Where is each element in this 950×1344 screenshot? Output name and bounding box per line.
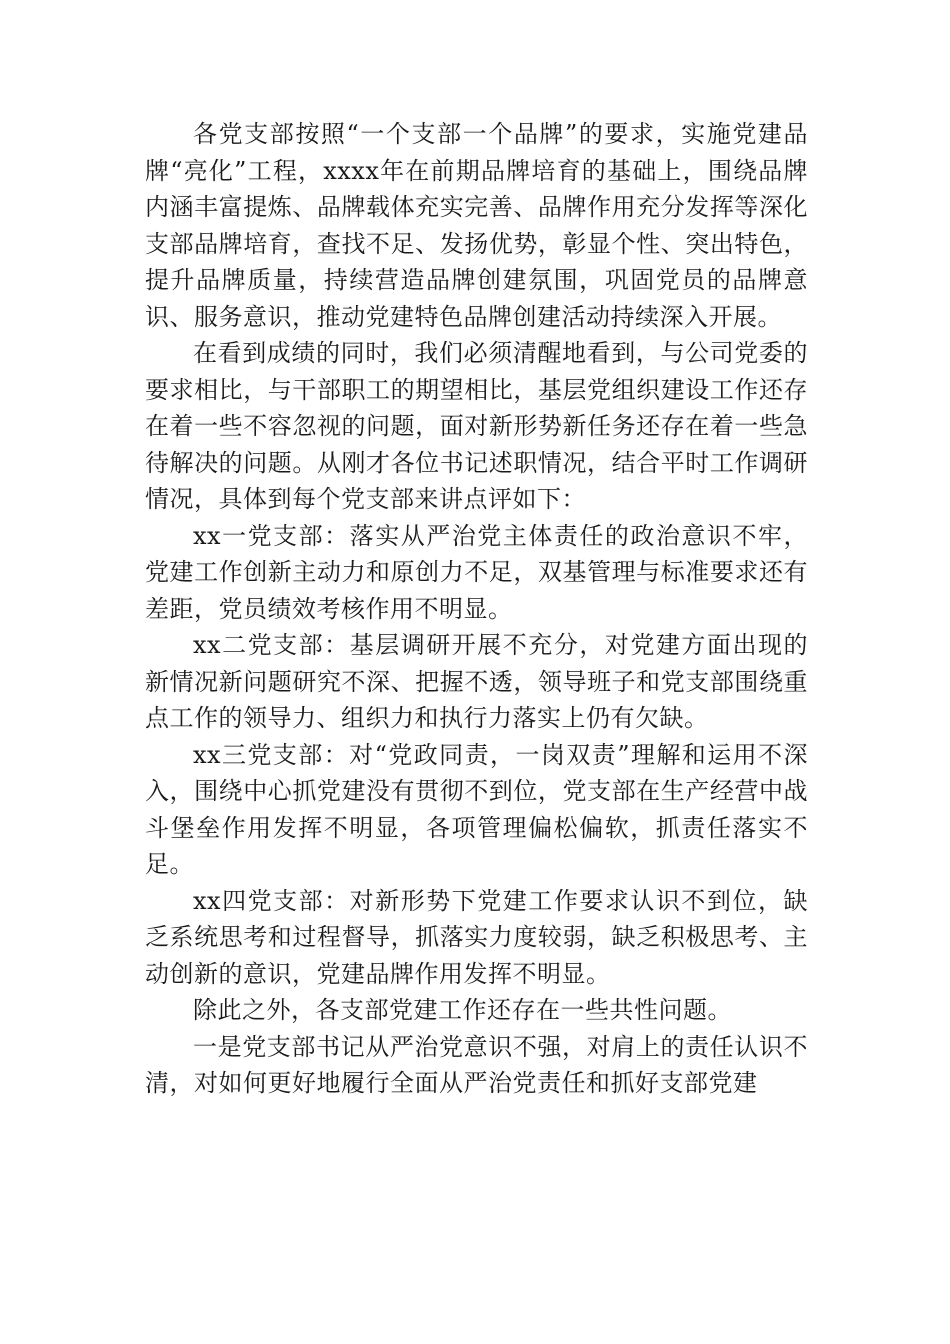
paragraph-branding: 各党支部按照“一个支部一个品牌”的要求，实施党建品牌“亮化”工程，xxxx年在前期品牌培育的基础上，围绕品牌内涵丰富提炼、品牌载体充实完善、品牌作用充分发挥等深化支部品牌培育，查找不足、发扬优势，彰显个性、突出特色，提升品牌质量，持续营造品牌创建氛围，巩固党员的品牌意识、服务意识，推动党建特色品牌创建活动持续深入开展。: [145, 120, 808, 331]
document-body: [145, 116, 808, 1102]
paragraph-branch-3: xx三党支部：对“党政同责，一岗双责”理解和运用不深入，围绕中心抓党建没有贯彻不到位，党支部在生产经营中战斗堡垒作用发挥不明显，各项管理偏松偏软，抓责任落实不足。: [145, 740, 808, 878]
paragraph-branch-4: xx四党支部：对新形势下党建工作要求认识不到位，缺乏系统思考和过程督导，抓落实力度较弱，缺乏积极思考、主动创新的意识，党建品牌作用发挥不明显。: [145, 886, 808, 988]
paragraph-common-issues: 除此之外，各支部党建工作还存在一些共性问题。: [193, 996, 732, 1024]
paragraph-branch-2: xx二党支部：基层调研开展不充分，对党建方面出现的新情况新问题研究不深、把握不透，领导班子和党支部围绕重点工作的领导力、组织力和执行力落实上仍有欠缺。: [145, 631, 808, 732]
paragraph-issue-one: 一是党支部书记从严治党意识不强，对肩上的责任认识不清，对如何更好地履行全面从严治党责任和抓好支部党建: [145, 1032, 808, 1097]
paragraph-problems-intro: 在看到成绩的同时，我们必须清醒地看到，与公司党委的要求相比，与干部职工的期望相比，基层党组织建设工作还存在着一些不容忽视的问题，面对新形势新任务还存在着一些急待解决的问题。从刚才各位书记述职情况，结合平时工作调研情况，具体到每个党支部来讲点评如下：: [145, 339, 808, 513]
paragraph-branch-1: xx一党支部：落实从严治党主体责任的政治意识不牢，党建工作创新主动力和原创力不足，双基管理与标准要求还有差距，党员绩效考核作用不明显。: [145, 521, 808, 623]
